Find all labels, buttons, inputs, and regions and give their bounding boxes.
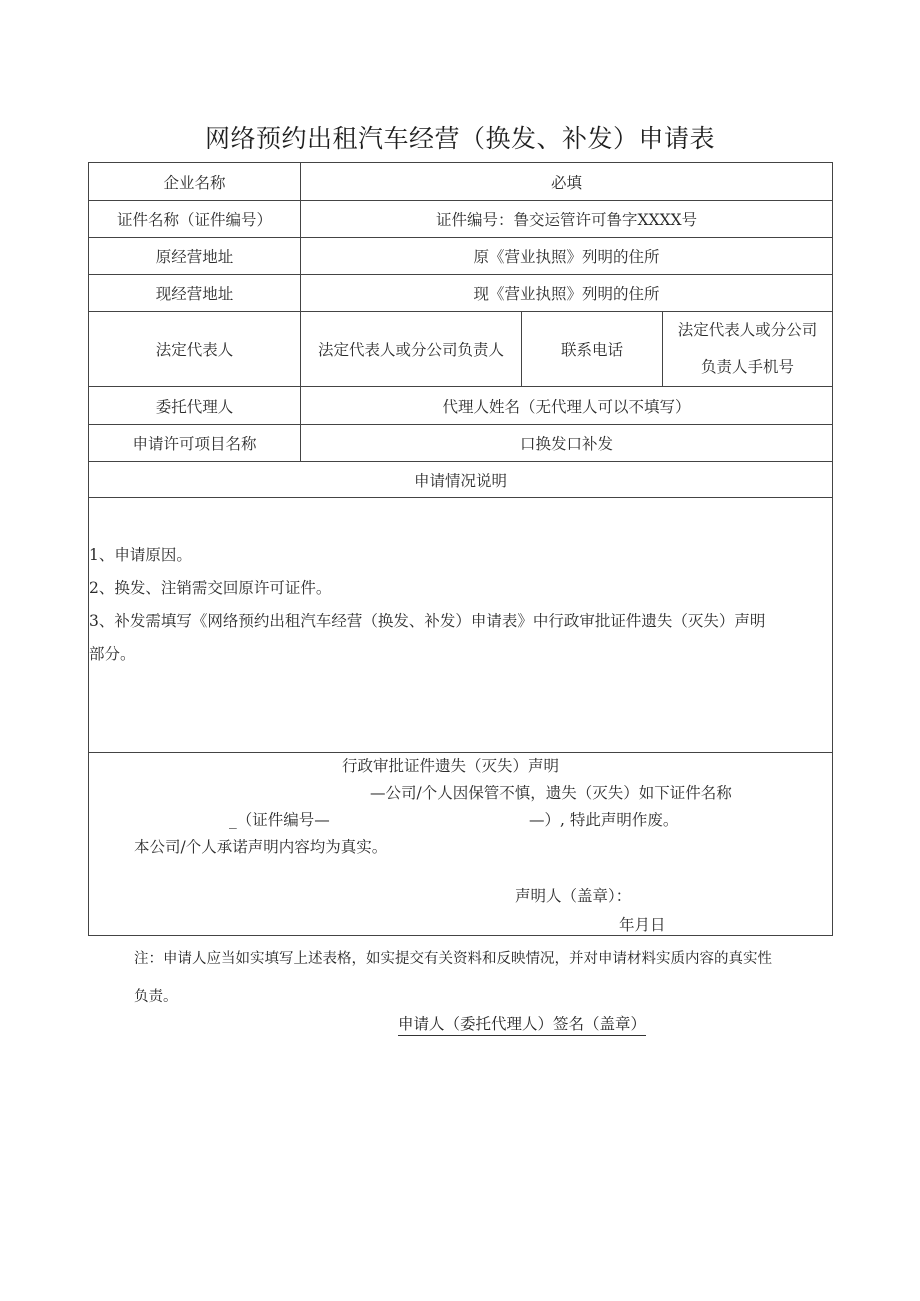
agent-field[interactable]: 代理人姓名（无代理人可以不填写） — [301, 387, 833, 425]
declaration-title: 行政审批证件遗失（灭失）声明 — [342, 757, 560, 775]
declarant-seal: 声明人（盖章）： — [515, 887, 632, 905]
new-address-field[interactable]: 现《营业执照》列明的住所 — [301, 275, 833, 312]
form-title: 网络预约出租汽车经营（换发、补发）申请表 — [204, 124, 715, 153]
declaration-cert-number: _（证件编号— — [229, 811, 330, 829]
section-header: 申请情况说明 — [89, 462, 833, 498]
declaration-line1: —公司/个人因保管不慎，遗失（灭失）如下证件名称 — [370, 784, 732, 802]
loss-declaration — [89, 753, 833, 936]
certificate-label: 证件名称（证件编号） — [89, 201, 301, 238]
declaration-promise: 本公司/个人承诺声明内容均为真实。 — [134, 838, 388, 856]
application-notes — [89, 498, 833, 753]
phone-field[interactable] — [663, 312, 833, 387]
note-item: 3、补发需填写《网络预约出租汽车经营（换发、补发）申请表》中行政审批证件遗失（灭失）声明 — [89, 612, 766, 630]
note-item: 1、申请原因。 — [89, 546, 192, 564]
footer-note-line1: 注：申请人应当如实填写上述表格，如实提交有关资料和反映情况，并对申请材料实质内容的真实性 — [134, 951, 772, 967]
note-item: 2、换发、注销需交回原许可证件。 — [89, 579, 332, 597]
company-name-field[interactable]: 必填 — [301, 163, 833, 201]
footer-note-line2: 负责。 — [134, 989, 178, 1005]
certificate-field[interactable]: 证件编号：鲁交运管许可鲁字XXXX号 — [301, 201, 833, 238]
new-address-label: 现经营地址 — [89, 275, 301, 312]
phone-field-line2: 负责人手机号 — [701, 358, 795, 376]
project-field[interactable]: 口换发口补发 — [301, 425, 833, 462]
applicant-signature: 申请人（委托代理人）签名（盖章） — [398, 1012, 646, 1036]
footer-note — [134, 940, 824, 1016]
application-table — [88, 162, 833, 936]
legal-rep-label: 法定代表人 — [89, 312, 301, 387]
phone-label: 联系电话 — [522, 312, 663, 387]
declaration-void: —）, 特此声明作废。 — [529, 811, 679, 829]
project-label: 申请许可项目名称 — [89, 425, 301, 462]
legal-rep-field[interactable]: 法定代表人或分公司负责人 — [301, 312, 522, 387]
company-name-label: 企业名称 — [89, 163, 301, 201]
agent-label: 委托代理人 — [89, 387, 301, 425]
declaration-date: 年月日 — [619, 916, 666, 934]
note-item: 部分。 — [89, 645, 136, 663]
phone-field-line1: 法定代表人或分公司 — [677, 321, 818, 339]
old-address-field[interactable]: 原《营业执照》列明的住所 — [301, 238, 833, 275]
old-address-label: 原经营地址 — [89, 238, 301, 275]
